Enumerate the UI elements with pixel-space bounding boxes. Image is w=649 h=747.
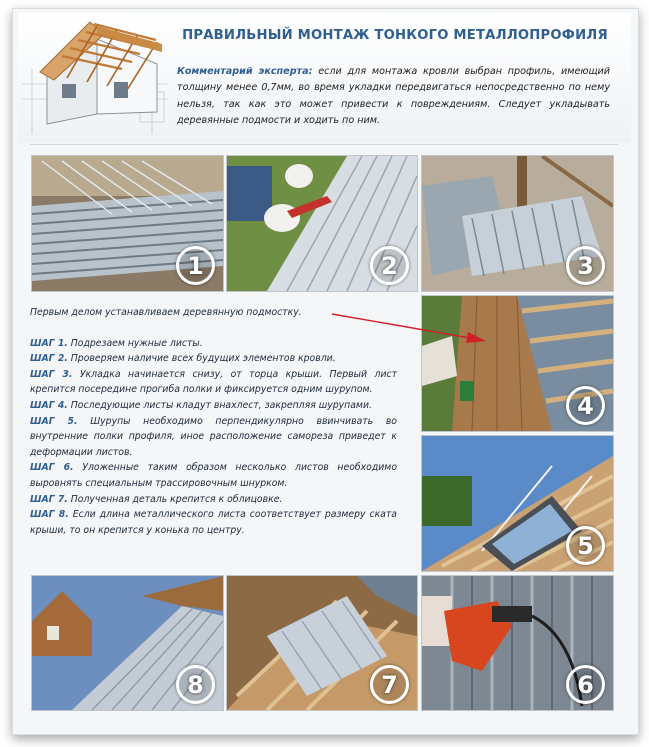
step-number-badge: 7 xyxy=(370,665,409,704)
photo-step-6 xyxy=(421,575,614,711)
step-3-text: Укладка начинается снизу, от торца крыши. Первый лист крепится посередине прогиба полки и фиксируется одним шурупом. xyxy=(30,368,398,396)
step-6 xyxy=(30,460,397,491)
page-title: ПРАВИЛЬНЫЙ МОНТАЖ ТОНКОГО МЕТАЛЛОПРОФИЛЯ xyxy=(182,28,608,43)
house-roof-icon xyxy=(22,14,168,134)
expert-comment xyxy=(177,64,610,130)
step-number-badge: 1 xyxy=(176,246,215,285)
header-divider xyxy=(30,144,618,145)
step-number-badge: 4 xyxy=(566,386,605,425)
step-2-label: ШАГ 2. xyxy=(30,353,68,365)
step-2 xyxy=(30,351,397,367)
step-1-label: ШАГ 1. xyxy=(30,337,68,349)
step-number-badge: 5 xyxy=(566,526,605,565)
step-7-text: Полученная деталь крепится к облицовке. xyxy=(67,493,283,505)
step-8-label: ШАГ 8. xyxy=(30,509,69,521)
intro-text: Первым делом устанавливаем деревянную подмостку. xyxy=(30,307,302,318)
step-6-text: Уложенные таким образом несколько листов необходимо выровнять специальным трассировочным шнурком. xyxy=(30,462,398,489)
step-5-label: ШАГ 5. xyxy=(30,415,78,427)
step-number-badge: 3 xyxy=(566,246,605,285)
step-4-label: ШАГ 4. xyxy=(30,399,68,411)
photo-step-7 xyxy=(226,575,418,711)
photo-step-5 xyxy=(421,435,614,572)
expert-text: если для монтажа кровли выбран профиль, имеющий толщину менее 0,7мм, во время укладки передвигаться непосредственно по нему нельзя, так как это может привести к повреждениям. Следует укладывать деревянные подмости и ходить по ним. xyxy=(177,66,610,127)
step-8 xyxy=(30,507,397,538)
step-2-text: Проверяем наличие всех будущих элементов кровли. xyxy=(67,353,336,365)
step-5-text: Шурупы необходимо перпендикулярно ввинчивать во внутренние полки профиля, иное расположение самореза приведет к деформации листов. xyxy=(30,415,397,458)
step-4 xyxy=(30,398,397,414)
step-1-text: Подрезаем нужные листы. xyxy=(67,337,203,349)
step-3 xyxy=(30,367,397,398)
photo-step-8 xyxy=(31,575,224,711)
step-3-label: ШАГ 3. xyxy=(30,368,73,380)
step-7 xyxy=(30,492,397,508)
photo-step-2 xyxy=(226,155,418,292)
step-number-badge: 6 xyxy=(566,665,605,704)
step-number-badge: 8 xyxy=(176,665,215,704)
step-8-text: Если длина металлического листа соответствует размеру ската крыши, то он крепится у конька по центру. xyxy=(30,509,397,536)
step-6-label: ШАГ 6. xyxy=(30,462,74,474)
step-7-label: ШАГ 7. xyxy=(30,493,68,505)
expert-label: Комментарий эксперта: xyxy=(177,66,313,77)
step-4-text: Последующие листы кладут внахлест, закрепляя шурупами. xyxy=(67,399,372,411)
step-number-badge: 2 xyxy=(370,246,409,285)
step-5 xyxy=(30,414,397,461)
photo-step-1 xyxy=(31,155,224,292)
photo-step-3 xyxy=(421,155,614,292)
pointer-arrow-icon xyxy=(330,308,490,348)
